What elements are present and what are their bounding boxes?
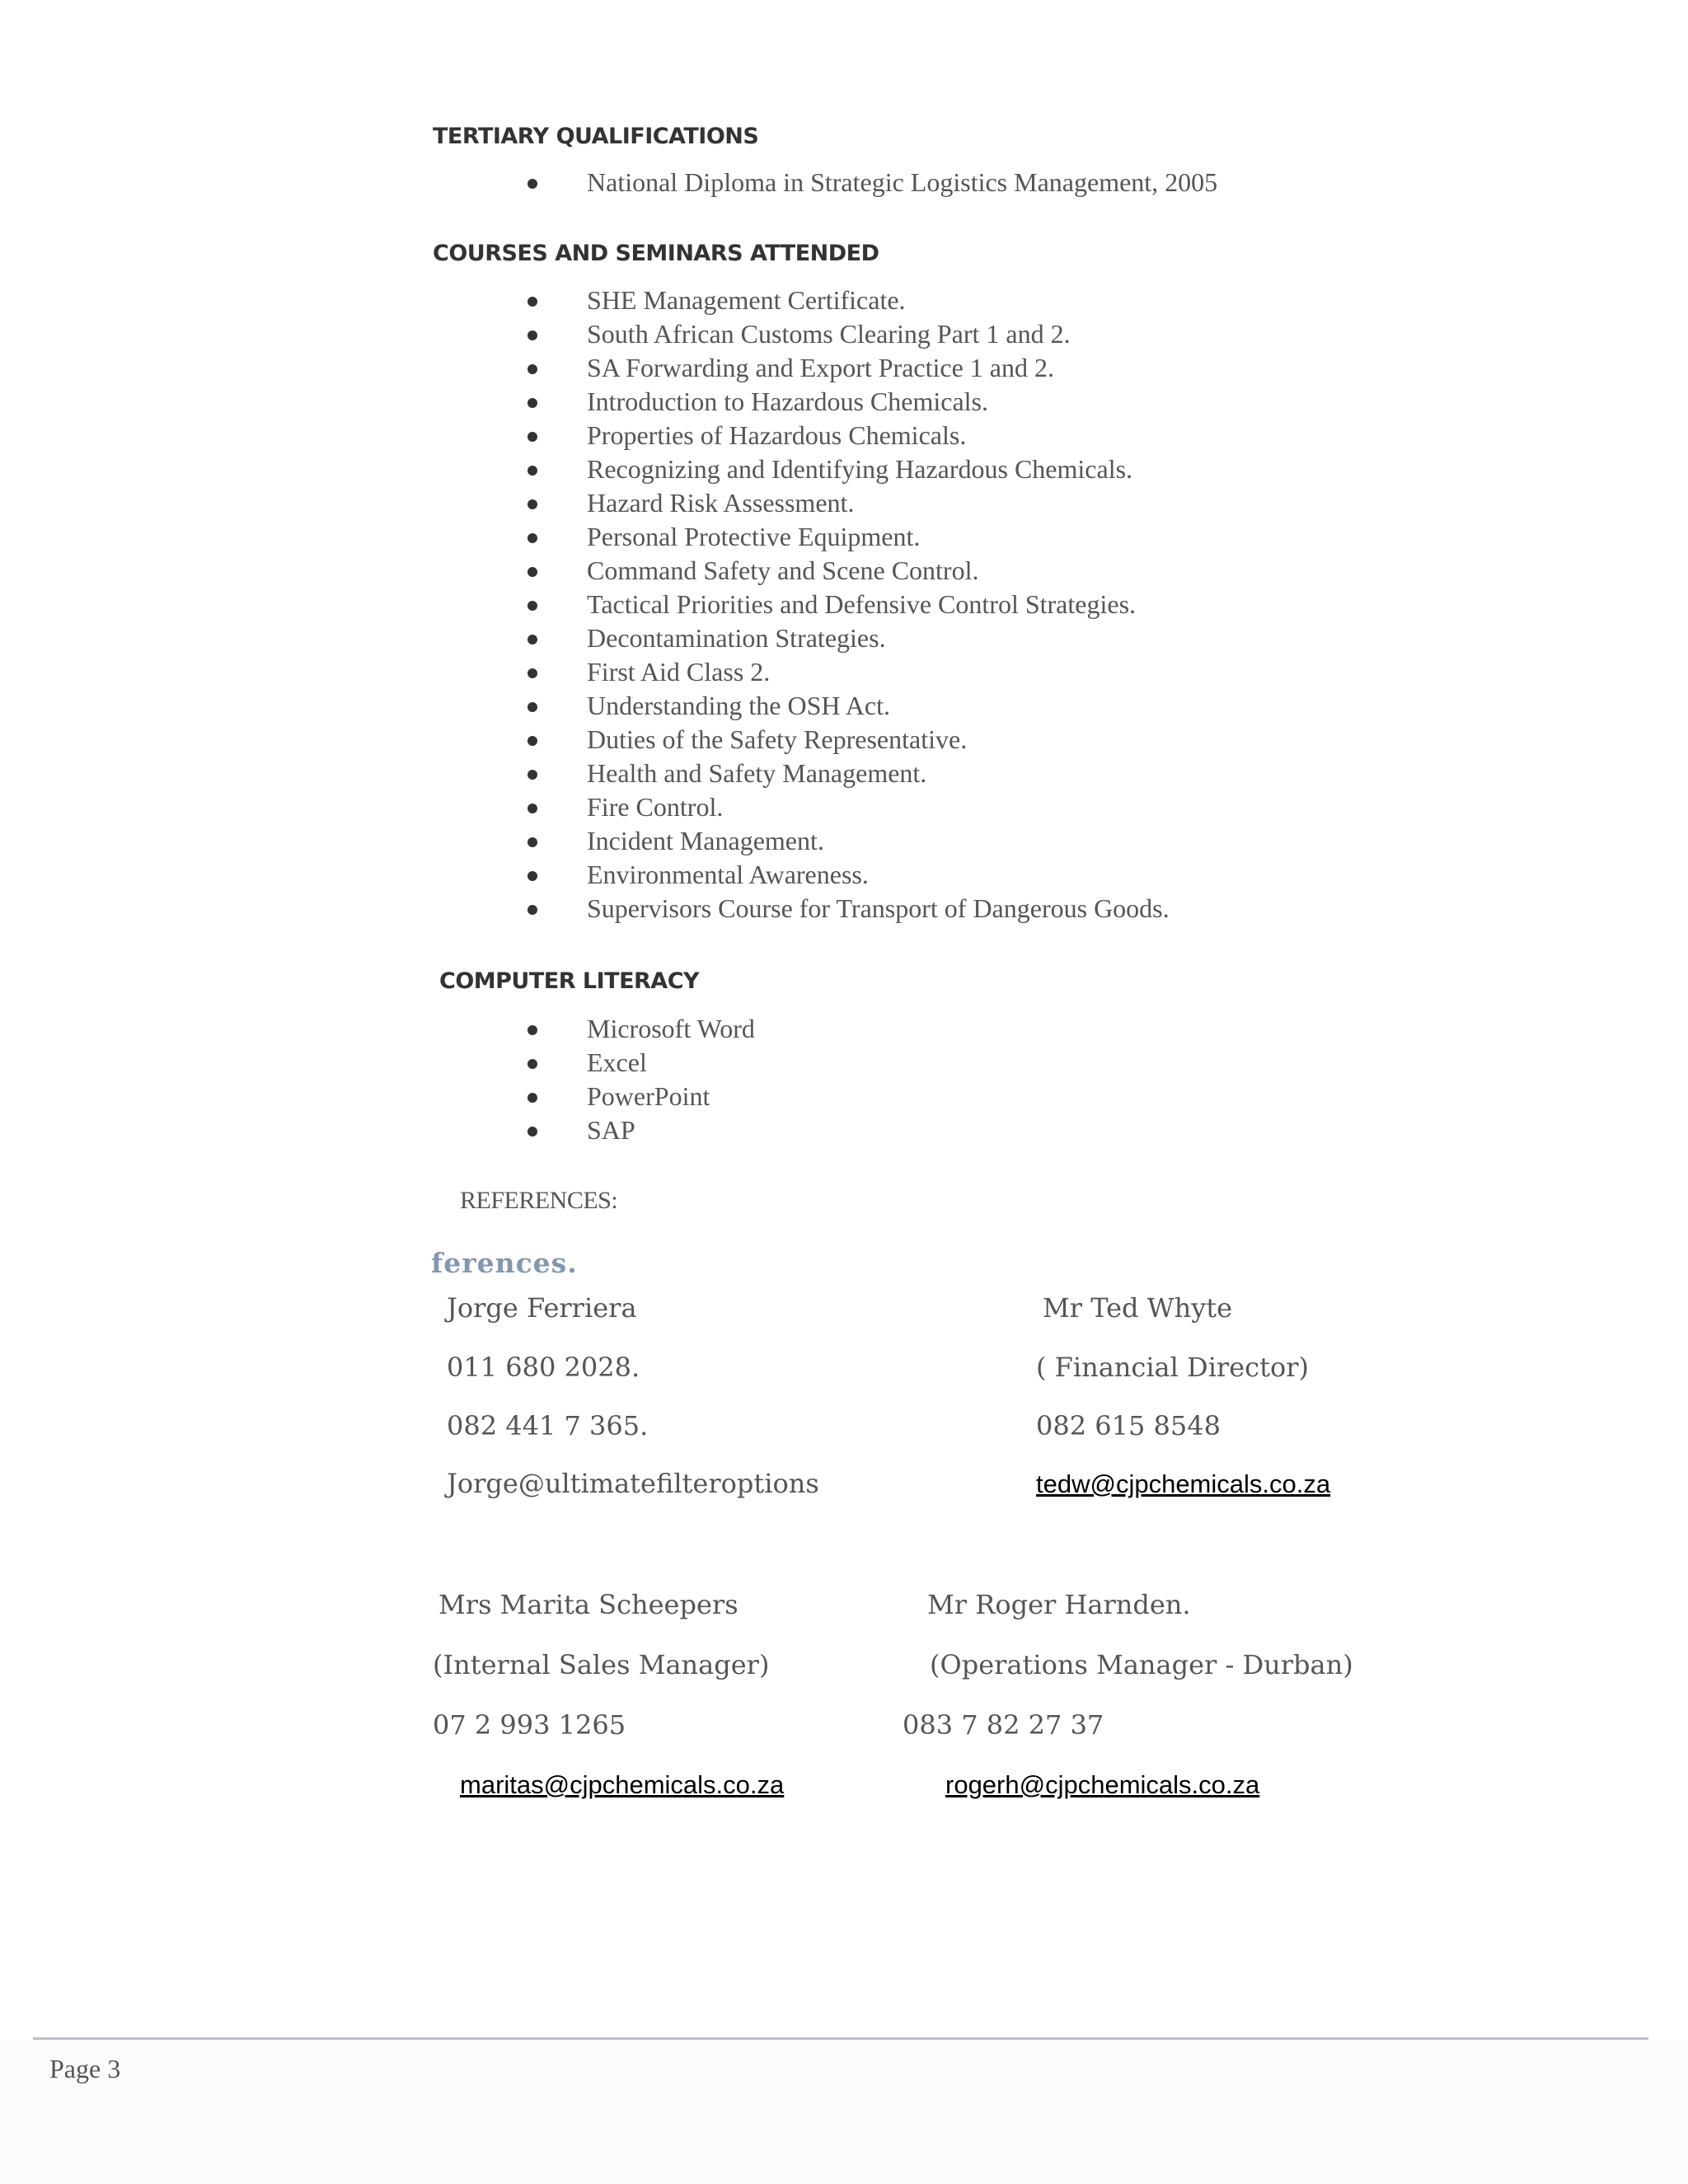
bullet-icon	[528, 297, 537, 307]
list-item: SA Forwarding and Export Practice 1 and 2.	[528, 353, 1352, 386]
bullet-icon	[528, 702, 537, 712]
reference-phone: 07 2 993 1265	[433, 1709, 626, 1741]
list-item: Supervisors Course for Transport of Dangerous Goods.	[528, 893, 1352, 926]
reference-name: Mr Roger Harnden.	[927, 1589, 1191, 1620]
footer-band	[0, 2040, 1688, 2184]
list-item: PowerPoint	[528, 1081, 1022, 1114]
reference-title: (Operations Manager - Durban)	[930, 1649, 1353, 1680]
list-item: SAP	[528, 1115, 1022, 1148]
list-item: Tactical Priorities and Defensive Control Strategies.	[528, 589, 1352, 622]
bullet-icon	[528, 871, 537, 881]
list-item: Fire Control.	[528, 792, 1352, 825]
list-item: Command Safety and Scene Control.	[528, 555, 1352, 588]
references-fragment: ferences.	[431, 1247, 578, 1279]
courses-heading: COURSES AND SEMINARS ATTENDED	[433, 241, 879, 266]
bullet-icon	[528, 668, 537, 678]
list-item: Recognizing and Identifying Hazardous Chemicals.	[528, 454, 1352, 487]
computer-heading: COMPUTER LITERACY	[439, 968, 700, 994]
reference-title: (Internal Sales Manager)	[433, 1649, 770, 1680]
list-item: South African Customs Clearing Part 1 and 2.	[528, 319, 1352, 352]
list-item: Decontamination Strategies.	[528, 623, 1352, 656]
bullet-icon	[528, 1127, 537, 1137]
bullet-icon	[528, 770, 537, 780]
list-item: First Aid Class 2.	[528, 657, 1352, 690]
list-item: Introduction to Hazardous Chemicals.	[528, 387, 1352, 419]
list-item: SHE Management Certificate.	[528, 285, 1352, 318]
list-item: Incident Management.	[528, 826, 1352, 859]
bullet-icon	[528, 1093, 537, 1103]
list-item: National Diploma in Strategic Logistics Management, 2005	[528, 167, 1352, 200]
list-item: Excel	[528, 1047, 1022, 1080]
list-item: Personal Protective Equipment.	[528, 522, 1352, 555]
reference-title: ( Financial Director)	[1036, 1352, 1309, 1383]
bullet-icon	[528, 601, 537, 611]
list-item: Microsoft Word	[528, 1014, 1022, 1047]
bullet-icon	[528, 905, 537, 915]
bullet-icon	[528, 837, 537, 847]
reference-phone: 082 441 7 365.	[447, 1410, 649, 1441]
bullet-icon	[528, 804, 537, 813]
list-item: Environmental Awareness.	[528, 860, 1352, 893]
tertiary-heading: TERTIARY QUALIFICATIONS	[433, 124, 759, 149]
reference-phone: 083 7 82 27 37	[903, 1709, 1104, 1741]
reference-email-link[interactable]: maritas@cjpchemicals.co.za	[460, 1770, 785, 1799]
reference-email: Jorge@ultimatefilteroptions	[447, 1468, 819, 1499]
page-number: Page 3	[49, 2054, 121, 2083]
bullet-icon	[528, 635, 537, 644]
reference-email-link[interactable]: rogerh@cjpchemicals.co.za	[945, 1770, 1260, 1799]
reference-phone: 011 680 2028.	[447, 1352, 640, 1383]
reference-name: Jorge Ferriera	[447, 1292, 637, 1324]
list-item: Health and Safety Management.	[528, 758, 1352, 791]
bullet-icon	[528, 499, 537, 509]
bullet-icon	[528, 567, 537, 577]
bullet-icon	[528, 398, 537, 408]
references-label: REFERENCES:	[460, 1187, 618, 1214]
bullet-icon	[528, 1025, 537, 1035]
bullet-icon	[528, 1059, 537, 1069]
bullet-icon	[528, 330, 537, 340]
list-item: Properties of Hazardous Chemicals.	[528, 420, 1352, 453]
bullet-icon	[528, 533, 537, 543]
list-item: Hazard Risk Assessment.	[528, 488, 1352, 521]
footer-divider	[33, 2037, 1648, 2040]
reference-name: Mrs Marita Scheepers	[438, 1589, 738, 1620]
bullet-icon	[528, 432, 537, 442]
bullet-icon	[528, 179, 537, 189]
bullet-icon	[528, 736, 537, 746]
reference-email-link[interactable]: tedw@cjpchemicals.co.za	[1036, 1469, 1331, 1498]
bullet-icon	[528, 364, 537, 374]
bullet-icon	[528, 466, 537, 476]
reference-name: Mr Ted Whyte	[1043, 1292, 1233, 1324]
list-item: Understanding the OSH Act.	[528, 691, 1352, 724]
list-item: Duties of the Safety Representative.	[528, 724, 1352, 757]
reference-phone: 082 615 8548	[1036, 1410, 1221, 1441]
